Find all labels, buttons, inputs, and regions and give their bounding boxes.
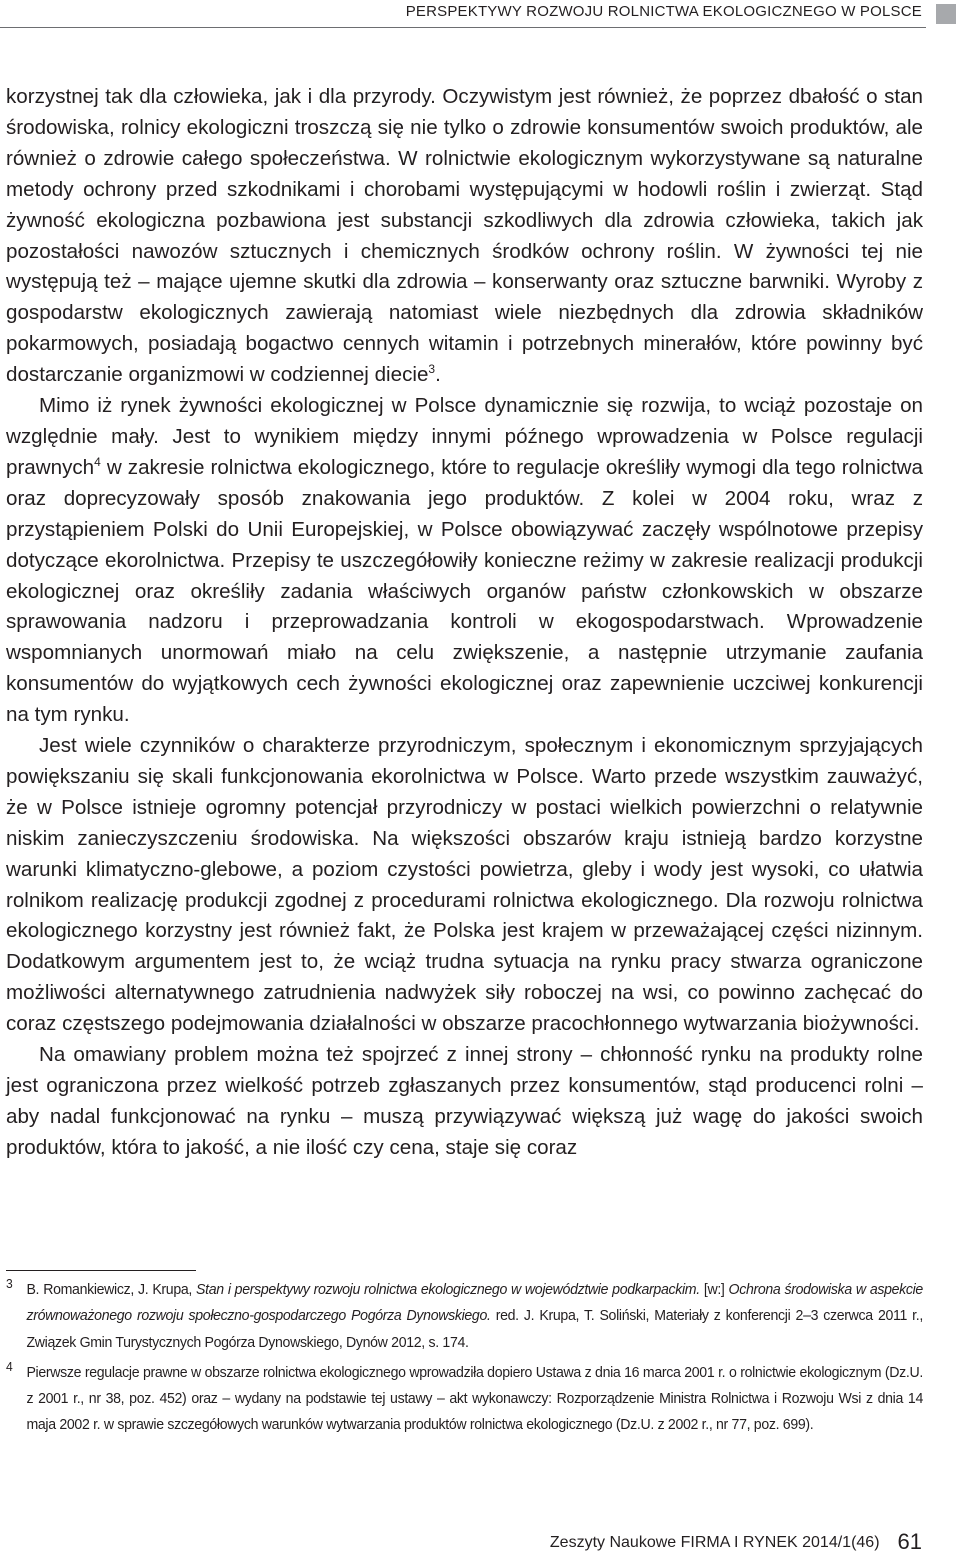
paragraph-1-text: korzystnej tak dla człowieka, jak i dla przyrody. Oczywistym jest również, że poprzez dbałość o stan środowiska, rolnicy ekologiczni troszczą się nie tylko o zdrowie konsumentów swoich produktów, ale również o zdrowie całego społeczeństwa. W rolnictwie ekologicznym wykorzystywane są naturalne metody ochrony przed szkodnikami i chorobami występującymi w hodowli roślin i zwierząt. Stąd żywność ekologiczna pozbawiona jest substancji szkodliwych dla zdrowia człowieka, takich jak pozostałości nawozów sztucznych i chemicznych środków ochrony roślin. W żywności tej nie występują też – mające ujemne skutki dla zdrowia – konserwanty oraz sztuczne barwniki. Wyroby z gospodarstw ekologicznych zawierają natomiast wiele niezbędnych dla zdrowia składników pokarmowych, posiadają bogactwo cennych witamin i potrzebnych minerałów, które powinny być dostarczanie organizmowi w codziennej diecie [6,85,923,387]
paragraph-4: Na omawiany problem można też spojrzeć z innej strony – chłonność rynku na produkty rolne jest ograniczona przez wielkość potrzeb zgłaszanych przez konsumentów, stąd producenci rolni – aby nadal funkcjonować na rynku – muszą przywiązywać większą już wagę do jakości swoich produktów, która to jakość, a nie ilość czy cena, staje się coraz [6,1043,923,1159]
header-square-marker [936,4,956,24]
footnote-ref-3: 3 [428,362,436,377]
footnote-number: 3 [6,1276,13,1291]
footnote-3-source: Ochrona środowiska w aspekcie zrównoważonego rozwoju społeczno-gospodarczego Pogórza Dynowskiego. [26,1281,923,1325]
footnote-number: 4 [6,1358,13,1374]
paragraph-2-text-a: Mimo iż rynek żywności ekologicznej w Polsce dynamicznie się rozwija, to wciąż pozostaje on względnie mały. Jest to wynikiem między innymi późnego wprowadzenia w Polsce regulacji prawnych [6,394,923,479]
footnote-4-text: Pierwsze regulacje prawne w obszarze rolnictwa ekologicznego wprowadziła dopiero Ustawa z dnia 16 marca 2001 r. o rolnictwie ekologicznym (Dz.U. z 2001 r., nr 38, poz. 452) oraz – wydany na podstawie tej ustawy – akt wykonawczy: Rozporządzenie Ministra Rolnictwa i Rozwoju Wsi z dnia 14 maja 2002 r. w sprawie szczegółowych warunków wytwarzania produktów rolnictwa ekologicznego (Dz.U. z 2002 r., nr 77, poz. 699). [26,1363,923,1434]
paragraph-1-end: . [435,363,441,387]
footnote-3 [6,1277,923,1356]
paragraph-2 [6,391,923,731]
footnote-ref-4: 4 [94,454,101,469]
page-footer [550,1529,922,1555]
footnote-3-title: Stan i perspektywy rozwoju rolnictwa ekologicznego w województwie podkarpackim. [196,1281,700,1298]
paragraph-2-text-b: w zakresie rolnictwa ekologicznego, które to regulacje określiły wymogi dla tego rolnictwa oraz doprecyzowały sposób znakowania jego produktów. Z kolei w 2004 roku, wraz z przystąpieniem Polski do Unii Europejskiej, w Polsce obowiązywać zaczęły wspólnotowe przepisy dotyczące ekorolnictwa. Przepisy te uszczegółowiły konieczne reżimy w zakresie realizacji produkcji ekologicznej oraz określiły zadania właściwych organów państw członkowskich w obszarze sprawowania nadzoru i przeprowadzania kontroli w ekogospodarstwach. Wprowadzenie wspomnianych unormowań miało na celu zwiększenie, a następnie utrzymanie zaufania konsumentów do wyjątkowych cech żywności ekologicznej oraz zapewnienie uczciwej konkurencji na tym rynku. [6,455,923,727]
footnote-4 [6,1360,923,1439]
header-rule [0,27,926,28]
running-title: PERSPEKTYWY ROZWOJU ROLNICTWA EKOLOGICZNEGO W POLSCE [405,3,922,20]
journal-name: Zeszyty Naukowe FIRMA I RYNEK 2014/1(46) [549,1534,880,1551]
paragraph-1 [6,82,923,391]
footnote-3-details: red. J. Krupa, T. Soliński, Materiały z konferencji 2–3 czerwca 2011 r., Związek Gmin Turystycznych Pogórza Dynowskiego, Dynów 2012, s. 174. [26,1307,923,1351]
footnote-separator [6,1270,196,1271]
paragraph-3: Jest wiele czynników o charakterze przyrodniczym, społecznym i ekonomicznym sprzyjających powiększaniu się skali funkcjonowania ekorolnictwa w Polsce. Warto przede wszystkim zauważyć, że w Polsce istnieje ogromny potencjał przyrodniczy w postaci wielkich powierzchni o relatywnie niskim zanieczyszczeniu środowiska. Na większości obszarów kraju istnieją bardzo korzystne warunki klimatyczno-glebowe, a poziom czystości powietrza, gleby i wody jest wysoki, co ułatwia rolnikom realizację produkcji zgodnej z procedurami rolnictwa ekologicznego. Dla rozwoju rolnictwa ekologicznego korzystny jest również fakt, że Polska jest krajem w przeważającej części nizinnym. Dodatkowym argumentem jest to, że wciąż trudna sytuacja na rynku pracy stwarza ograniczone możliwości alternatywnego zatrudnienia nadwyżek siły roboczej na wsi, co powinno zachęcać do coraz częstszego podejmowania działalności w obszarze pracochłonnego wytwarzania biożywności. [6,734,923,1036]
footnotes [6,1277,923,1443]
footnote-3-authors: B. Romankiewicz, J. Krupa, [26,1281,197,1298]
footnote-3-in: [w:] [699,1281,729,1298]
page-number: 61 [897,1529,922,1554]
running-header [0,0,960,30]
body-text [6,82,923,1164]
